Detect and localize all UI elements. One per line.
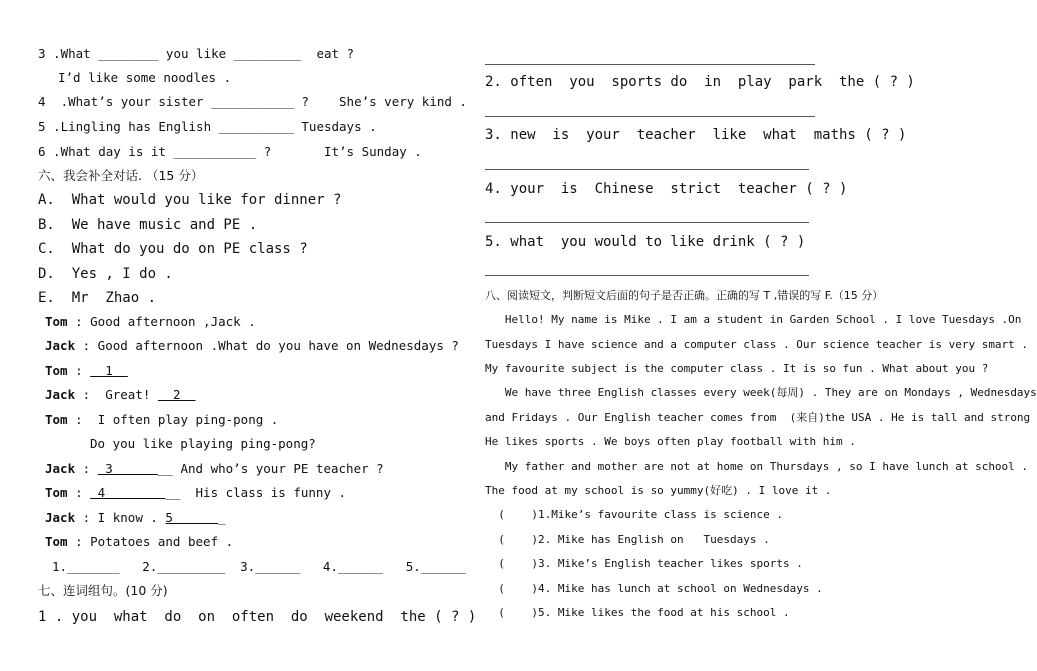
judgement-4: ( )4. Mike has lunch at school on Wednesdays . — [485, 582, 823, 595]
section-6-title: 六、我会补全对话. （15 分） — [38, 168, 204, 183]
option-c: C. What do you do on PE class ? — [38, 241, 308, 257]
option-a: A. What would you like for dinner ? — [38, 192, 342, 208]
speaker: Tom — [45, 363, 68, 378]
passage-line-8: The food at my school is so yummy(好吃) . I love it . — [485, 484, 832, 497]
judgement-2: ( )2. Mike has English on Tuesdays . — [485, 533, 770, 546]
passage-line-6: He likes sports . We boys often play football with him . — [485, 435, 856, 448]
blank-1: 1 — [90, 363, 128, 378]
dialogue-line-8: Tom : 4 __ His class is funny . — [45, 485, 347, 500]
judgement-1: ( )1.Mike’s favourite class is science . — [485, 508, 784, 521]
question-3: 3 .What ________ you like _________ eat ? — [38, 46, 355, 61]
judgement-5: ( )5. Mike likes the food at his school . — [485, 606, 790, 619]
blank-4: 4 — [90, 485, 166, 500]
speaker: Tom — [45, 485, 68, 500]
answer-line — [485, 169, 809, 170]
dialogue-line-6: Do you like playing ping-pong? — [90, 436, 316, 451]
dialogue-line-4: Jack : Great! 2 — [45, 387, 196, 402]
answer-line — [485, 116, 815, 117]
speaker: Tom — [45, 534, 68, 549]
blank-3: 3 — [97, 461, 158, 476]
word-order-1: 1 . you what do on often do weekend the ( ? ) — [38, 609, 477, 625]
option-e: E. Mr Zhao . — [38, 290, 157, 306]
dialogue-line-3: Tom : 1 — [45, 363, 128, 378]
blank-2: 2 — [157, 387, 196, 402]
dialogue-line-1: Tom : Good afternoon ,Jack . — [45, 314, 256, 329]
dialogue-line-5: Tom : I often play ping-pong . — [45, 412, 279, 427]
dialogue-line-10: Tom : Potatoes and beef . — [45, 534, 234, 549]
passage-line-2: Tuesdays I have science and a computer class . Our science teacher is very smart . — [485, 338, 1029, 351]
question-6: 6 .What day is it ___________ ? It’s Sunday . — [38, 144, 422, 159]
blank-5: 5 — [165, 510, 219, 525]
dialogue-line-9: Jack : I know . 5 _ — [45, 510, 226, 525]
question-4: 4 .What’s your sister ___________ ? She’s very kind . — [38, 94, 467, 109]
passage-line-1: Hello! My name is Mike . I am a student in Garden School . I love Tuesdays .On — [485, 313, 1022, 326]
passage-line-5: and Fridays . Our English teacher comes from (来自)the USA . He is tall and strong — [485, 411, 1031, 424]
word-order-5: 5. what you would to like drink ( ? ) — [485, 234, 806, 250]
word-order-3: 3. new is your teacher like what maths ( ? ) — [485, 127, 907, 143]
answer-blanks: 1._______ 2._________ 3.______ 4.______ 5.______ — [52, 559, 466, 574]
judgement-3: ( )3. Mike’s English teacher likes sports . — [485, 557, 803, 570]
section-7-title: 七、连词组句。(10 分) — [38, 583, 168, 598]
section-8-title: 八、阅读短文，判断短文后面的句子是否正确。正确的写 T ,错误的写 F.（15 分） — [485, 289, 884, 302]
speaker: Jack — [45, 387, 76, 402]
passage-line-3: My favourite subject is the computer class . It is so fun . What about you ? — [485, 362, 989, 375]
speaker: Jack — [45, 461, 76, 476]
answer-line — [485, 275, 809, 276]
option-d: D. Yes , I do . — [38, 266, 173, 282]
answer-line — [485, 222, 809, 223]
question-3-answer: I’d like some noodles . — [58, 70, 232, 85]
speaker: Tom — [45, 314, 68, 329]
speaker: Jack — [45, 338, 76, 353]
dialogue-line-2: Jack : Good afternoon .What do you have on Wednesdays ? — [45, 338, 459, 353]
passage-line-4: We have three English classes every week(每周) . They are on Mondays , Wednesdays — [485, 386, 1037, 399]
question-5: 5 .Lingling has English __________ Tuesdays . — [38, 119, 377, 134]
speaker: Tom — [45, 412, 68, 427]
passage-line-7: My father and mother are not at home on Thursdays , so I have lunch at school . — [485, 460, 1029, 473]
word-order-2: 2. often you sports do in play park the ( ? ) — [485, 74, 915, 90]
answer-line — [485, 64, 815, 65]
dialogue-line-7: Jack : 3 __ And who’s your PE teacher ? — [45, 461, 384, 476]
word-order-4: 4. your is Chinese strict teacher ( ? ) — [485, 181, 848, 197]
speaker: Jack — [45, 510, 76, 525]
option-b: B. We have music and PE . — [38, 217, 258, 233]
